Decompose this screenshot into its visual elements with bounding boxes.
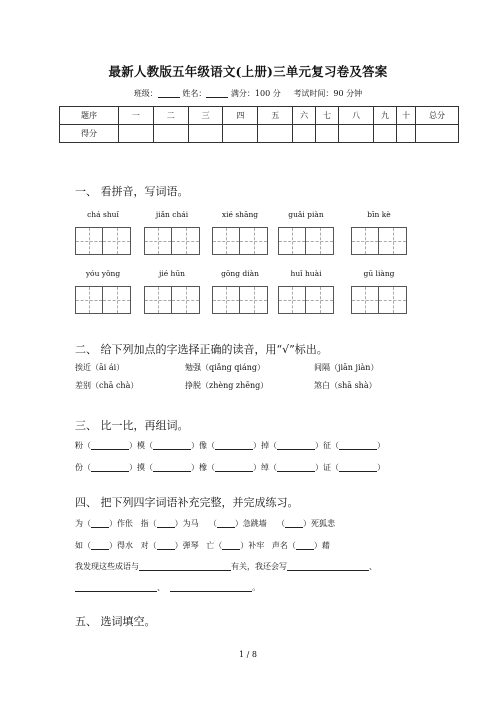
- score-row: [60, 125, 459, 143]
- pinyin-label: gōng diàn: [221, 269, 259, 278]
- header-cell: 一: [119, 107, 154, 125]
- compare-char: 证: [323, 463, 331, 472]
- idiom-part: 对（: [140, 541, 157, 550]
- idiom-part: ）得水: [109, 541, 133, 550]
- idiom-part: 为（: [75, 519, 91, 528]
- idiom-part: ）急跳墙: [234, 519, 267, 528]
- idiom-part: 指（: [140, 519, 157, 528]
- header-cell: 二: [153, 107, 188, 125]
- compare-char: 模: [137, 441, 145, 450]
- compare-char: 份: [75, 463, 83, 472]
- reading-choice[interactable]: 差别（chā chà）: [75, 381, 139, 390]
- idiom-row: [75, 540, 330, 551]
- header-cell: 五: [258, 107, 293, 125]
- answer-blank[interactable]: [339, 440, 377, 450]
- score-cell[interactable]: [223, 125, 258, 143]
- tian-grid[interactable]: [144, 286, 200, 314]
- answer-blank[interactable]: [222, 540, 240, 550]
- tian-box[interactable]: [144, 227, 172, 255]
- tian-box[interactable]: [103, 286, 131, 314]
- answer-blank[interactable]: [139, 561, 231, 571]
- reading-choice[interactable]: 挨近（āi ái）: [75, 363, 125, 372]
- reading-choice[interactable]: 间隔（jiān jiàn）: [314, 363, 379, 372]
- tian-box[interactable]: [75, 286, 103, 314]
- score-cell[interactable]: [258, 125, 293, 143]
- page-number: 1 / 8: [239, 650, 257, 659]
- section-4-heading: 四、 把下列四字词语补充完整，并完成练习。: [75, 496, 299, 509]
- tian-box[interactable]: [351, 227, 379, 255]
- header-cell: 八: [339, 107, 374, 125]
- tian-box[interactable]: [379, 286, 407, 314]
- answer-blank[interactable]: [339, 462, 377, 472]
- pinyin-label: chá shuǐ: [87, 210, 119, 219]
- score-cell[interactable]: [374, 125, 397, 143]
- header-cell: 十: [397, 107, 416, 125]
- compare-char: 绰: [261, 463, 269, 472]
- idiom-part: ）补牢: [240, 541, 265, 550]
- header-cell: 总分: [416, 107, 459, 125]
- header-cell: 题序: [60, 107, 119, 125]
- reading-choice[interactable]: 挣脱（zhèng zhēng）: [185, 381, 269, 390]
- section-2-heading: 二、 给下列加点的字选择正确的读音，用“√”标出。: [75, 343, 328, 356]
- answer-blank[interactable]: [215, 440, 253, 450]
- answer-blank[interactable]: [285, 518, 303, 528]
- reading-choice[interactable]: 煞白（shā shà）: [314, 381, 377, 390]
- class-blank[interactable]: [158, 88, 180, 98]
- compare-char: 摸: [137, 463, 145, 472]
- pinyin-label: huǐ huài: [290, 269, 322, 278]
- idiom-part: 如（: [75, 541, 91, 550]
- compare-char: 粉: [75, 441, 83, 450]
- idiom-part: 声名（: [271, 541, 296, 550]
- class-label: 班级：: [133, 89, 158, 98]
- score-cell[interactable]: [293, 125, 316, 143]
- summary-text: 有关，我还会写: [231, 562, 287, 571]
- score-cell[interactable]: [316, 125, 339, 143]
- score-cell[interactable]: [188, 125, 223, 143]
- section-1-heading: 一、 看拼音，写词语。: [75, 185, 189, 198]
- summary-text: 、: [157, 583, 165, 592]
- score-cell[interactable]: [119, 125, 154, 143]
- answer-blank[interactable]: [157, 540, 175, 550]
- tian-grid[interactable]: [212, 227, 268, 255]
- score-cell[interactable]: [339, 125, 374, 143]
- tian-box[interactable]: [240, 286, 268, 314]
- answer-blank[interactable]: [215, 462, 253, 472]
- tian-box[interactable]: [172, 286, 200, 314]
- header-cell: 四: [223, 107, 258, 125]
- score-cell[interactable]: [153, 125, 188, 143]
- idiom-summary-line: [75, 582, 260, 593]
- tian-grid[interactable]: [75, 227, 131, 255]
- header-cell: 九: [374, 107, 397, 125]
- section-3-heading: 三、 比一比，再组词。: [75, 419, 189, 432]
- tian-box[interactable]: [351, 286, 379, 314]
- idiom-part: （: [276, 519, 285, 528]
- compare-row: 份（ ）摸（ ）橡（ ）绰（ ）证（ ）: [75, 463, 385, 472]
- tian-box[interactable]: [306, 286, 334, 314]
- answer-blank[interactable]: [277, 462, 315, 472]
- idiom-part: ）藉: [313, 541, 330, 550]
- score-cell[interactable]: [416, 125, 459, 143]
- answer-blank[interactable]: [75, 582, 157, 592]
- pinyin-label: guǎi piàn: [288, 210, 324, 219]
- idiom-part: ）死狐悲: [302, 519, 335, 528]
- answer-blank[interactable]: [153, 440, 191, 450]
- header-cell: 六: [293, 107, 316, 125]
- answer-blank[interactable]: [170, 582, 252, 592]
- tian-box[interactable]: [306, 227, 334, 255]
- header-cell: 七: [316, 107, 339, 125]
- page-title: 最新人教版五年级语文(上册)三单元复习卷及答案: [108, 64, 388, 79]
- answer-blank[interactable]: [153, 462, 191, 472]
- tian-grid[interactable]: [351, 286, 407, 314]
- idiom-part: 亡（: [206, 541, 223, 550]
- answer-blank[interactable]: [157, 518, 175, 528]
- pinyin-label: xié shāng: [221, 210, 259, 219]
- idiom-row: [75, 518, 335, 529]
- tian-box[interactable]: [172, 227, 200, 255]
- compare-row: 粉（ ）模（ ）像（ ）掉（ ）征（ ）: [75, 441, 385, 450]
- tian-grid[interactable]: [144, 227, 200, 255]
- tian-box[interactable]: [144, 286, 172, 314]
- answer-blank[interactable]: [217, 518, 235, 528]
- tian-grid[interactable]: [212, 286, 268, 314]
- name-label: 姓名：: [182, 89, 207, 98]
- answer-blank[interactable]: [91, 440, 129, 450]
- score-row-label: 得分: [60, 125, 119, 143]
- answer-blank[interactable]: [296, 540, 314, 550]
- score-header-row: [60, 107, 459, 125]
- pinyin-label: gū liàng: [363, 269, 395, 278]
- pinyin-label: bīn kè: [367, 210, 391, 219]
- pinyin-label: yóu yǒng: [85, 269, 121, 278]
- tian-box[interactable]: [75, 227, 103, 255]
- exam-time: 考试时间：90 分钟: [293, 89, 363, 98]
- section-5-heading: 五、 选词填空。: [75, 615, 156, 628]
- tian-box[interactable]: [379, 227, 407, 255]
- compare-char: 橡: [199, 463, 207, 472]
- tian-box[interactable]: [212, 227, 240, 255]
- answer-blank[interactable]: [91, 540, 109, 550]
- score-table: [59, 106, 459, 143]
- name-blank[interactable]: [206, 88, 228, 98]
- tian-grid[interactable]: [278, 227, 334, 255]
- tian-grid[interactable]: [351, 227, 407, 255]
- answer-blank[interactable]: [91, 462, 129, 472]
- pinyin-label: jié hūn: [158, 269, 186, 278]
- tian-box[interactable]: [103, 227, 131, 255]
- header-cell: 三: [188, 107, 223, 125]
- tian-box[interactable]: [278, 286, 306, 314]
- exam-info: [0, 88, 496, 99]
- idiom-part: ）为马: [174, 519, 199, 528]
- tian-box[interactable]: [278, 227, 306, 255]
- idiom-part: （: [208, 519, 217, 528]
- full-score: 满分：100 分: [230, 89, 281, 98]
- answer-blank[interactable]: [287, 561, 369, 571]
- reading-choice[interactable]: 勉强（qiǎng qiáng）: [185, 363, 265, 372]
- idiom-part: ）作伥: [109, 519, 133, 528]
- compare-char: 征: [323, 441, 331, 450]
- tian-grid[interactable]: [278, 286, 334, 314]
- compare-char: 像: [199, 441, 207, 450]
- summary-text: 、: [369, 562, 377, 571]
- tian-box[interactable]: [240, 227, 268, 255]
- summary-text: 。: [252, 583, 261, 592]
- tian-grid[interactable]: [75, 286, 131, 314]
- summary-text: 我发现这些成语与: [75, 562, 139, 571]
- idiom-summary-line: [75, 561, 377, 572]
- pinyin-label: jiǎn chái: [155, 210, 189, 219]
- answer-blank[interactable]: [277, 440, 315, 450]
- score-cell[interactable]: [397, 125, 416, 143]
- answer-blank[interactable]: [91, 518, 109, 528]
- idiom-part: ）弹琴: [174, 541, 199, 550]
- compare-char: 掉: [261, 441, 269, 450]
- tian-box[interactable]: [212, 286, 240, 314]
